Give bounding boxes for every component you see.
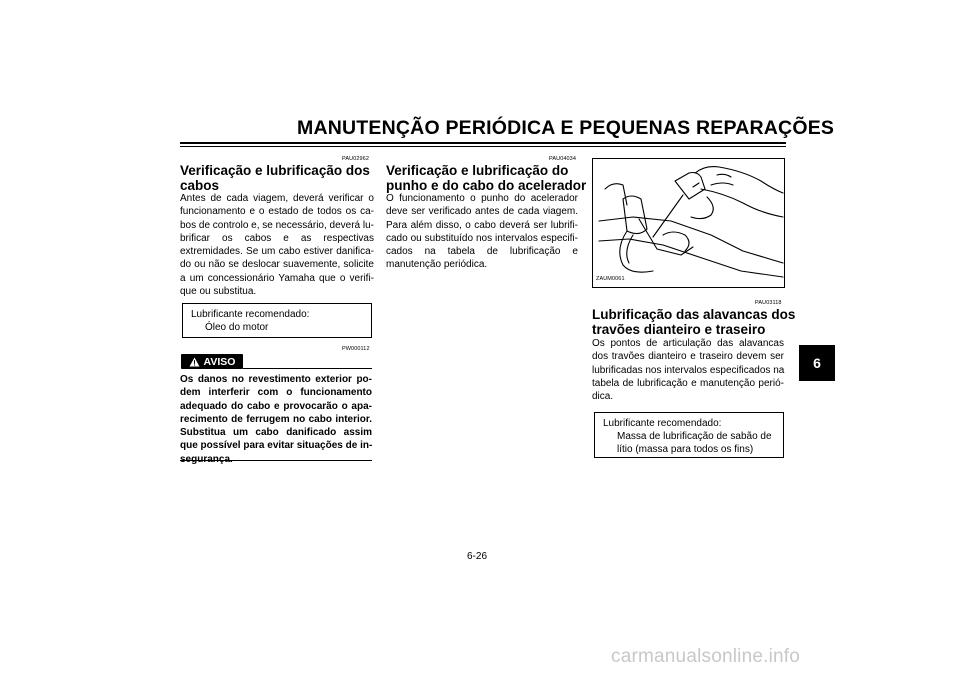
lubricant-value: lítio (massa para todos os fins) (617, 444, 754, 455)
lubricant-label: Lubrificante recomendado: (191, 309, 310, 320)
body-line: Para além disso, o cabo deverá ser lubrifi- (386, 219, 578, 231)
body-line: cado ou substituído nos intervalos especifi- (386, 232, 578, 244)
warning-line: adequado do cabo e provocarão o apa- (180, 400, 372, 412)
watermark: carmanualsonline.info (611, 646, 801, 667)
body-line: dos travões dianteiro e traseiro devem ser (592, 351, 784, 363)
lubricant-value: Massa de lubrificação de sabão de (617, 431, 772, 442)
warning-line: recimento de ferrugem no cabo interior. (180, 413, 372, 425)
warning-label: AVISO (203, 355, 236, 368)
body-line: dica. (592, 391, 614, 403)
body-line: cados na tabela de lubrificação e (386, 246, 578, 258)
throttle-lubrication-figure (592, 158, 785, 288)
body-line: Antes de cada viagem, deverá verificar o (180, 193, 374, 204)
lubricant-box (594, 412, 784, 458)
header-rule-thin (180, 146, 786, 147)
heading-line: punho e do cabo do acelerador (386, 178, 587, 193)
body-line: do ou não se deslocar suavemente, solicite (180, 259, 374, 271)
warning-code: PW000112 (342, 346, 370, 352)
section-heading (386, 163, 587, 193)
section-body (180, 192, 374, 298)
body-line: tabela de lubrificação e manutenção perió- (592, 377, 784, 389)
heading-line: cabos (180, 178, 220, 193)
section-code: PAU02962 (342, 156, 369, 162)
body-line: lubrificadas nos intervalos especificados na (592, 364, 785, 376)
warning-triangle-icon (189, 357, 200, 367)
warning-rule (243, 368, 372, 369)
section-body (386, 192, 578, 272)
section-code: PAU03118 (755, 300, 782, 306)
body-line: brificar os cabos e as respectivas (180, 232, 374, 244)
body-line: manutenção periódica. (386, 259, 488, 271)
warning-badge (181, 354, 243, 369)
body-line: extremidades. Se um cabo estiver danifica- (180, 246, 374, 258)
chapter-tab[interactable]: 6 (799, 345, 835, 381)
body-line: que ou substitua. (180, 286, 257, 298)
section-heading (592, 307, 796, 337)
throttle-lubrication-illustration (593, 159, 784, 287)
heading-line: Verificação e lubrificação do (386, 163, 569, 178)
section-body (592, 337, 784, 403)
body-line: funcionamento e o estado de todos os ca- (180, 206, 374, 218)
warning-line: Substitua um cabo danificado assim (180, 427, 372, 439)
warning-rule-bottom (180, 460, 372, 461)
lubricant-box (182, 303, 372, 338)
warning-line: que possível para evitar situações de in- (180, 440, 373, 452)
body-line: deve ser verificado antes de cada viagem. (386, 206, 578, 218)
lubricant-value: Óleo do motor (205, 322, 269, 333)
page-title: MANUTENÇÃO PERIÓDICA E PEQUENAS REPARAÇÕES (297, 117, 835, 139)
section-heading (180, 163, 374, 193)
lubricant-label: Lubrificante recomendado: (603, 418, 722, 429)
body-line: Os pontos de articulação das alavancas (592, 338, 784, 349)
body-line: a um concessionário Yamaha que o verifi- (180, 272, 374, 284)
warning-line: dem interferir com o funcionamento (180, 387, 372, 399)
body-line: bos de controlo e, se necessário, deverá lu- (180, 219, 374, 231)
heading-line: Lubrificação das alavancas dos (592, 307, 796, 322)
heading-line: travões dianteiro e traseiro (592, 322, 766, 337)
body-line: O funcionamento o punho do acelerador (386, 193, 578, 204)
section-code: PAU04034 (549, 156, 576, 162)
warning-text (180, 373, 372, 466)
header-rule (180, 142, 786, 144)
warning-line: Os danos no revestimento exterior po- (180, 374, 372, 385)
page-number: 6-26 (467, 551, 488, 562)
figure-code: ZAUM0061 (596, 276, 625, 282)
heading-line: Verificação e lubrificação dos (180, 163, 370, 178)
